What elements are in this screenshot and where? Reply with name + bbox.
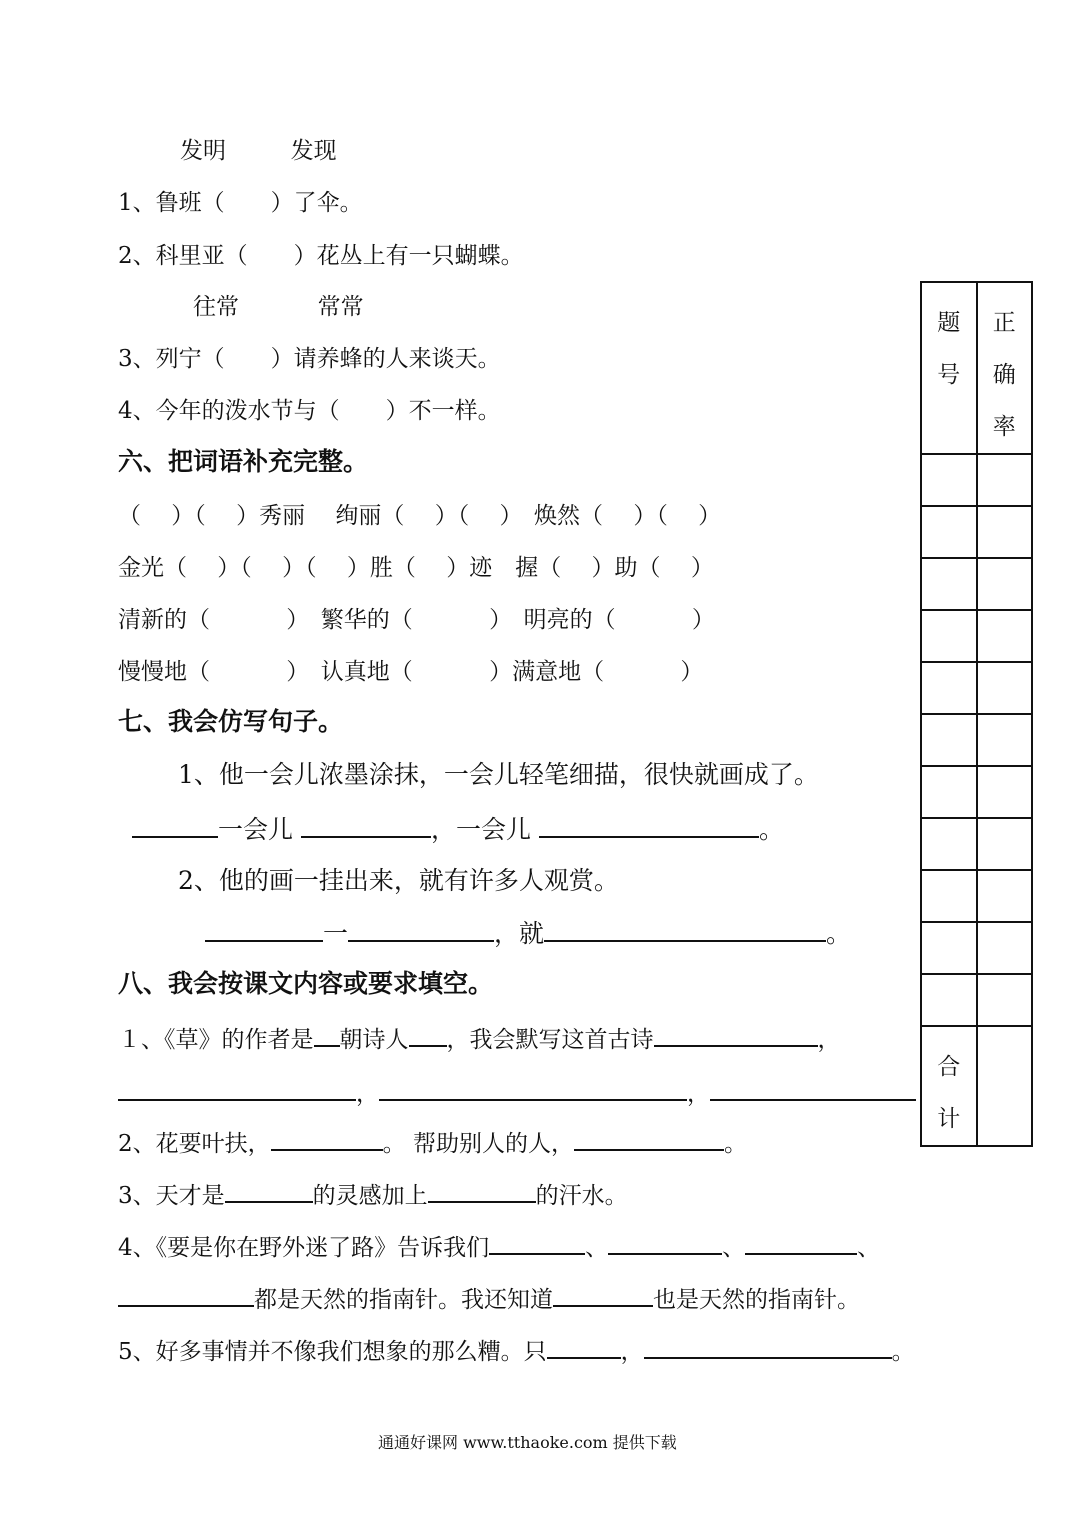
question-8-3: 3、天才是 的灵感加上 的汗水。: [118, 1179, 628, 1211]
example-sentence-2: 2、他的画一挂出来，就有许多人观赏。: [178, 866, 619, 895]
blank[interactable]: [348, 918, 494, 942]
word-choice-2: [193, 292, 364, 322]
score-cell[interactable]: [921, 610, 977, 662]
blank[interactable]: [553, 1283, 653, 1307]
score-cell[interactable]: [977, 974, 1033, 1026]
blank[interactable]: [271, 1127, 383, 1151]
example-sentence-1: 1、他一会儿浓墨涂抹，一会儿轻笔细描，很快就画成了。: [178, 760, 819, 789]
blank[interactable]: [409, 1023, 447, 1047]
section-7-title: 七、我会仿写句子。: [118, 707, 344, 736]
score-cell[interactable]: [977, 506, 1033, 558]
question-5-1: 1、鲁班（ ）了伞。: [118, 190, 363, 216]
blank[interactable]: [132, 814, 218, 838]
score-cell[interactable]: [921, 766, 977, 818]
question-8-1: １、《草》的作者是 朝诗人 ，我会默写这首古诗 ，: [118, 1023, 841, 1055]
question-5-3: 3、列宁（ ）请养蜂的人来谈天。: [118, 346, 501, 372]
question-8-1-cont: ， ，: [118, 1077, 916, 1109]
question-8-2: 2、花要叶扶， 。 帮助别人的人， 。: [118, 1127, 747, 1159]
word-option: 往常: [193, 294, 239, 320]
blank[interactable]: [489, 1231, 585, 1255]
score-cell[interactable]: [977, 610, 1033, 662]
blank[interactable]: [745, 1231, 857, 1255]
score-table: [920, 281, 1033, 1147]
question-8-4-cont: 都是天然的指南针。我还知道 也是天然的指南针。: [118, 1283, 860, 1315]
score-cell[interactable]: [977, 870, 1033, 922]
score-cell[interactable]: [921, 662, 977, 714]
imitation-line-2: 一 ，就 。: [205, 918, 851, 949]
blank[interactable]: [654, 1023, 818, 1047]
score-cell[interactable]: [921, 818, 977, 870]
blank[interactable]: [428, 1179, 536, 1203]
blank[interactable]: [225, 1179, 313, 1203]
phrase-row-2: 慢慢地（ ） 认真地（ ）满意地（ ）: [118, 659, 704, 685]
blank[interactable]: [547, 1335, 621, 1359]
blank[interactable]: [544, 918, 826, 942]
score-cell[interactable]: [921, 558, 977, 610]
footer-source: 通通好课网 www.tthaoke.com 提供下载: [378, 1433, 677, 1452]
word-option: 发现: [290, 138, 337, 164]
score-cell[interactable]: [977, 662, 1033, 714]
idiom-row-1: （ ）（ ）秀丽 绚丽（ ）（ ） 焕然（ ）（ ）: [118, 503, 722, 529]
word-choice-1: [180, 136, 337, 166]
blank[interactable]: [118, 1283, 254, 1307]
accuracy-header: 正 确 率: [977, 282, 1033, 454]
blank[interactable]: [539, 814, 759, 838]
total-label: 合 计: [921, 1026, 977, 1146]
score-cell[interactable]: [921, 714, 977, 766]
question-8-5: 5、好多事情并不像我们想象的那么糟。只 ， 。: [118, 1335, 915, 1367]
question-8-4: 4、《要是你在野外迷了路》告诉我们 、 、 、: [118, 1231, 880, 1263]
blank[interactable]: [205, 918, 323, 942]
score-cell[interactable]: [977, 922, 1033, 974]
imitation-line-1: 一会儿 ，一会儿 。: [132, 814, 784, 845]
blank[interactable]: [644, 1335, 892, 1359]
score-cell[interactable]: [921, 454, 977, 506]
score-cell[interactable]: [977, 714, 1033, 766]
score-cell[interactable]: [921, 922, 977, 974]
blank[interactable]: [314, 1023, 340, 1047]
section-6-title: 六、把词语补充完整。: [118, 447, 369, 476]
score-cell[interactable]: [921, 870, 977, 922]
blank[interactable]: [118, 1077, 356, 1101]
section-8-title: 八、我会按课文内容或要求填空。: [118, 969, 494, 998]
question-5-4: 4、今年的泼水节与（ ）不一样。: [118, 398, 501, 424]
idiom-row-2: 金光（ ）（ ）（ ）胜（ ）迹 握（ ）助（ ）: [118, 555, 714, 581]
score-cell[interactable]: [977, 818, 1033, 870]
phrase-row-1: 清新的（ ） 繁华的（ ） 明亮的（ ）: [118, 607, 715, 633]
word-option: 发明: [180, 138, 226, 164]
blank[interactable]: [301, 814, 431, 838]
blank[interactable]: [574, 1127, 724, 1151]
question-5-2: 2、科里亚（ ）花丛上有一只蝴蝶。: [118, 243, 524, 269]
blank[interactable]: [710, 1077, 916, 1101]
score-cell[interactable]: [977, 454, 1033, 506]
score-cell[interactable]: [977, 766, 1033, 818]
blank[interactable]: [379, 1077, 687, 1101]
score-cell[interactable]: [921, 506, 977, 558]
question-number-header: 题 号: [921, 282, 977, 454]
word-option: 常常: [317, 294, 364, 320]
blank[interactable]: [608, 1231, 722, 1255]
score-cell[interactable]: [977, 558, 1033, 610]
score-cell[interactable]: [921, 974, 977, 1026]
total-cell[interactable]: [977, 1026, 1033, 1146]
